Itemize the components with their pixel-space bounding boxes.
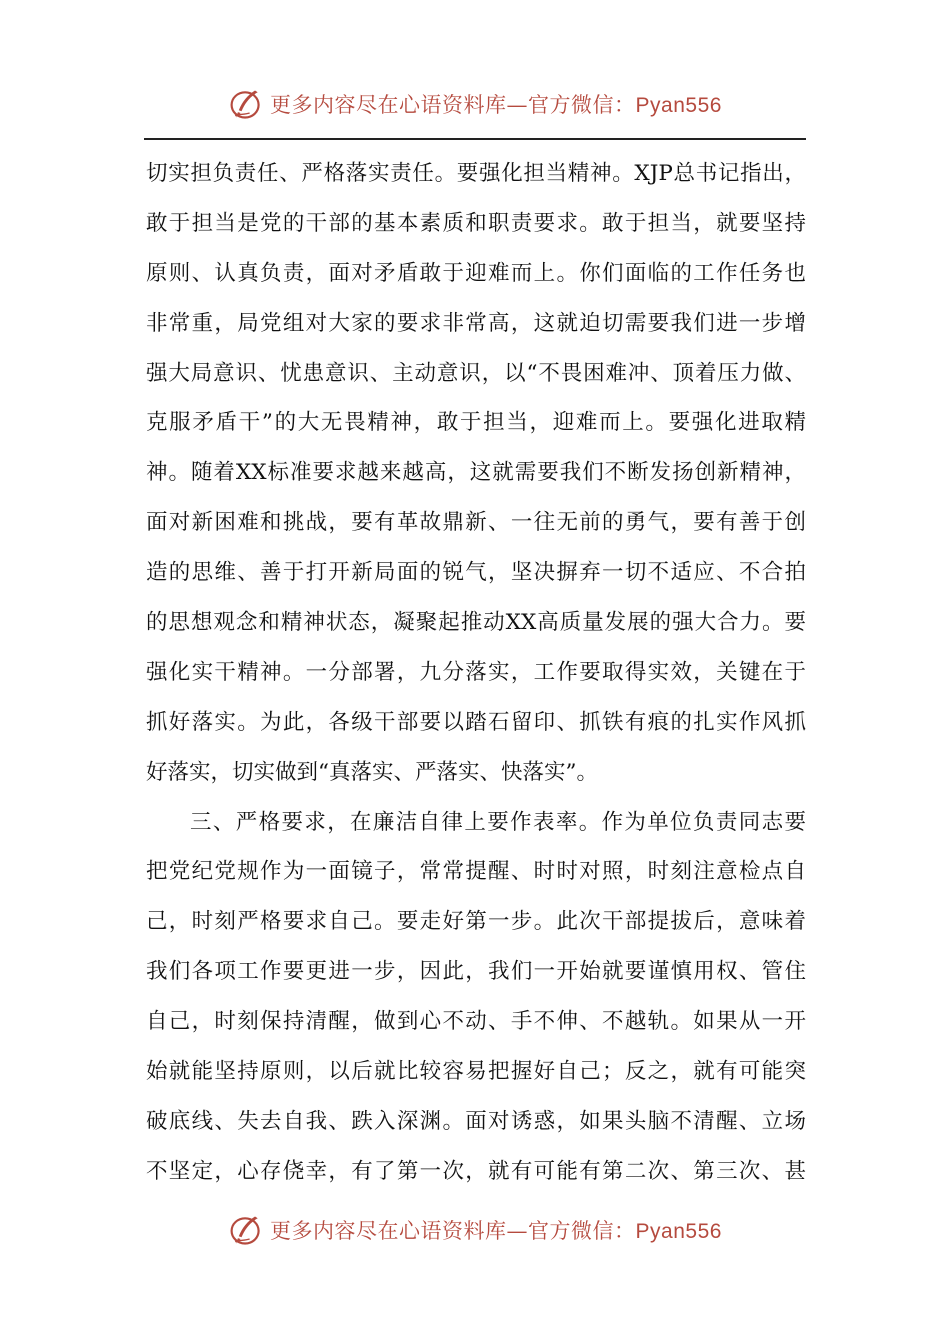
body-line: 自己，时刻保持清醒，做到心不动、手不伸、不越轨。如果从一开 [146,1009,806,1035]
body-line: 抓好落实。为此，各级干部要以踏石留印、抓铁有痕的扎实作风抓 [146,709,806,735]
body-line: 强大局意识、忧患意识、主动意识，以“不畏困难冲、顶着压力做、 [146,360,806,386]
header-rule [144,138,806,140]
body-line: 敢于担当是党的干部的基本素质和职责要求。敢于担当，就要坚持 [146,210,806,236]
body-line: 面对新困难和挑战，要有革故鼎新、一往无前的勇气，要有善于创 [146,510,806,536]
header-banner [0,82,950,126]
body-line: 己，时刻严格要求自己。要走好第一步。此次干部提拔后，意味着 [146,909,806,935]
body-line: 造的思维、善于打开新局面的锐气，坚决摒弃一切不适应、不合拍 [146,560,806,586]
document-body [146,149,806,1197]
quill-pen-logo-icon [228,1212,264,1248]
body-line: 不坚定，心存侥幸，有了第一次，就有可能有第二次、第三次、甚 [146,1158,806,1184]
body-line: 始就能坚持原则，以后就比较容易把握好自己；反之，就有可能突 [146,1059,806,1085]
footer-banner-main: 更多内容尽在心语资料库—官方微信： [270,1219,636,1243]
body-line: 非常重，局党组对大家的要求非常高，这就迫切需要我们进一步增 [146,310,806,336]
header-banner-main: 更多内容尽在心语资料库—官方微信： [270,93,636,117]
footer-banner [0,1208,950,1252]
quill-pen-logo-icon [228,86,264,122]
body-line: 克服矛盾干”的大无畏精神，敢于担当，迎难而上。要强化进取精 [146,410,806,436]
body-line: 把党纪党规作为一面镜子，常常提醒、时时对照，时刻注意检点自 [146,859,806,885]
body-line: 强化实干精神。一分部署，九分落实，工作要取得实效，关键在于 [146,659,806,685]
body-line: 神。随着XX标准要求越来越高，这就需要我们不断发扬创新精神， [146,460,806,486]
footer-banner-wechat: Pyan556 [635,1220,722,1243]
body-line: 破底线、失去自我、跌入深渊。面对诱惑，如果头脑不清醒、立场 [146,1108,806,1134]
header-banner-wechat: Pyan556 [635,94,722,117]
body-line: 我们各项工作要更进一步，因此，我们一开始就要谨慎用权、管住 [146,959,806,985]
body-line: 的思想观念和精神状态，凝聚起推动XX高质量发展的强大合力。要 [146,610,806,636]
header-banner-text [270,89,722,119]
body-line-paragraph-end: 好落实，切实做到“真落实、严落实、快落实”。 [146,759,598,785]
body-line: 原则、认真负责，面对矛盾敢于迎难而上。你们面临的工作任务也 [146,260,806,286]
body-line: 切实担负责任、严格落实责任。要强化担当精神。XJP总书记指出， [146,161,806,186]
body-line-paragraph-start: 三、严格要求，在廉洁自律上要作表率。作为单位负责同志要 [190,809,806,835]
footer-banner-text [270,1215,722,1245]
